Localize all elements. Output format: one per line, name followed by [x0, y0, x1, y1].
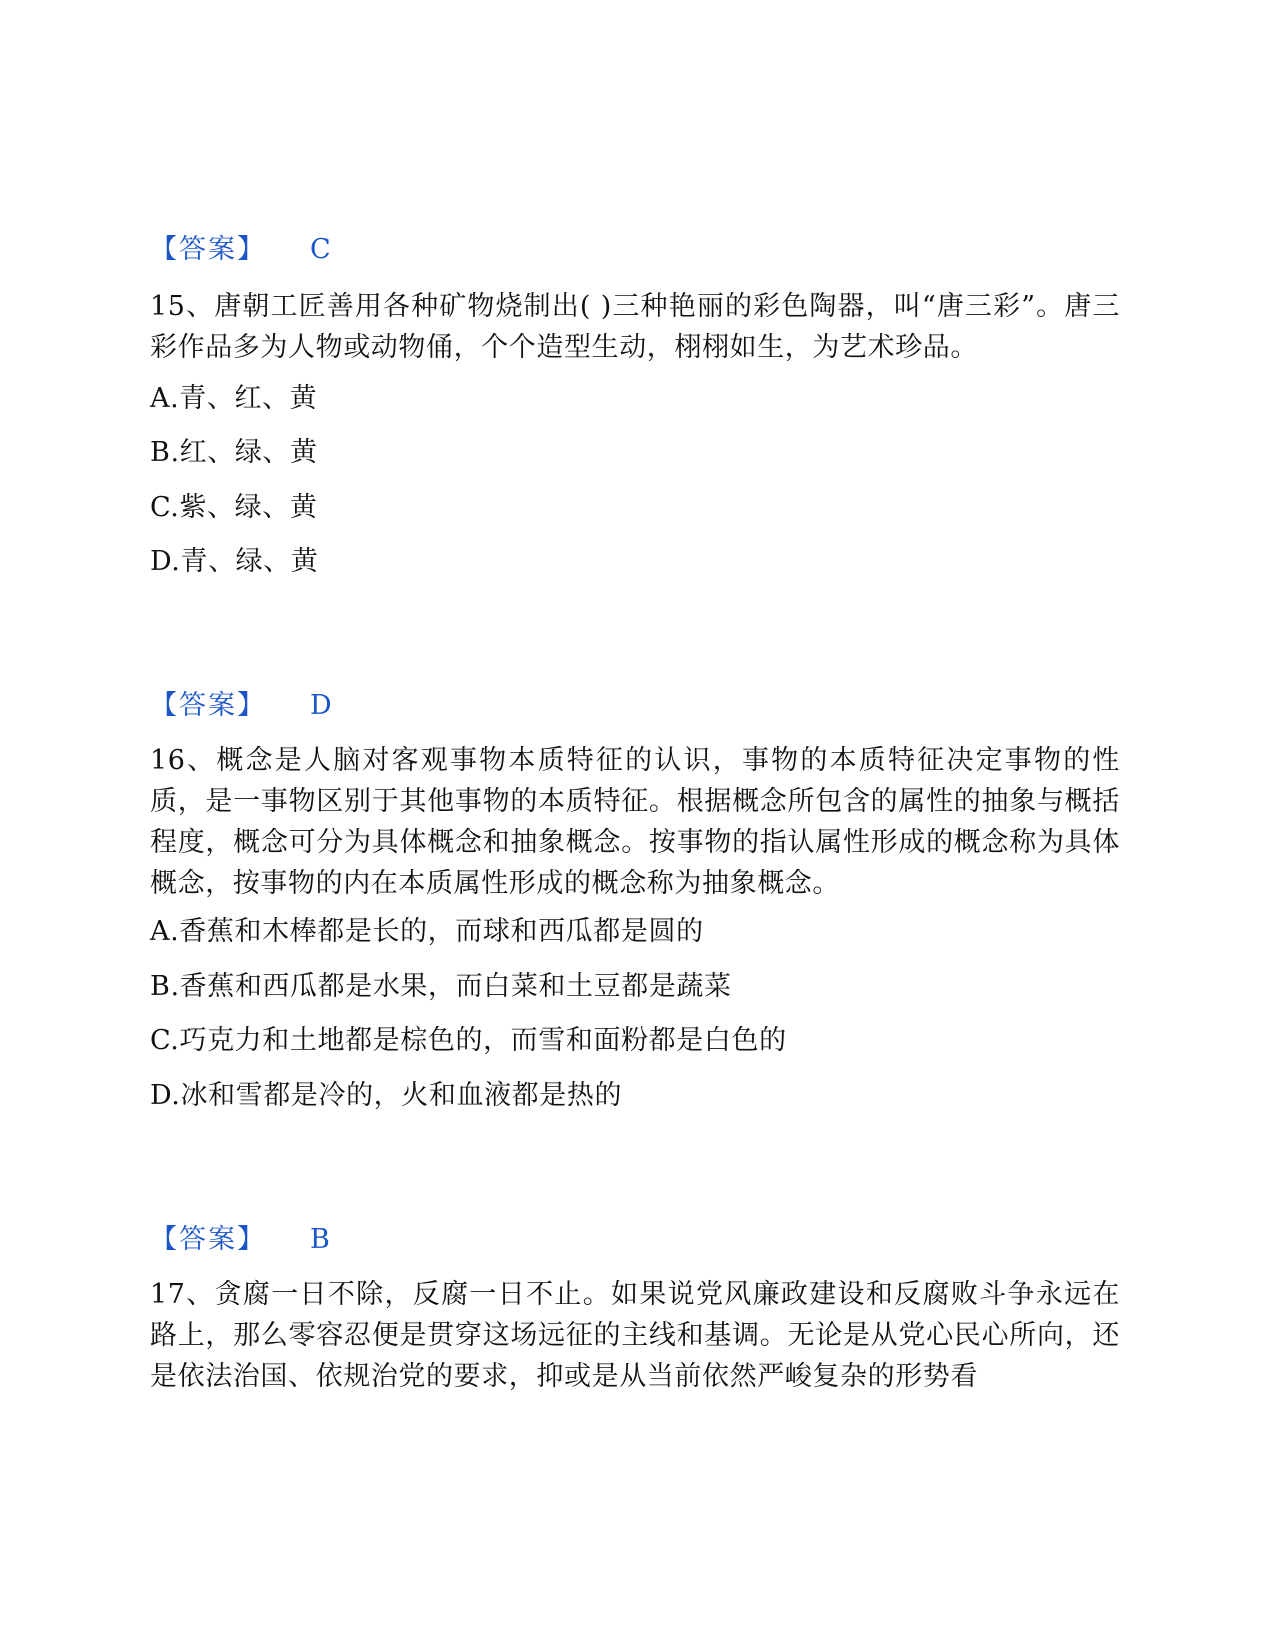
- option-d: D.青、绿、黄: [150, 546, 319, 577]
- answer-line: [150, 1223, 330, 1257]
- option-a: A.香蕉和木棒都是长的，而球和西瓜都是圆的: [150, 916, 704, 947]
- answer-value: C: [310, 234, 331, 265]
- option-c: C.巧克力和土地都是棕色的，而雪和面粉都是白色的: [150, 1025, 787, 1056]
- answer-line: [150, 689, 332, 723]
- question-text: 17、贪腐一日不除，反腐一日不止。如果说党风廉政建设和反腐败斗争永远在路上，那么零容忍便是贯穿这场远征的主线和基调。无论是从党心民心所向，还是依法治国、依规治党的要求，抑或是从当前依然严峻复杂的形势看: [150, 1279, 1120, 1392]
- answer-line: [150, 233, 331, 267]
- option-a: A.青、红、黄: [150, 383, 318, 414]
- question-text: 15、唐朝工匠善用各种矿物烧制出( )三种艳丽的彩色陶器，叫“唐三彩”。唐三彩作品多为人物或动物俑，个个造型生动，栩栩如生，为艺术珍品。: [150, 291, 1120, 363]
- question-text: 16、概念是人脑对客观事物本质特征的认识，事物的本质特征决定事物的性质，是一事物区别于其他事物的本质特征。根据概念所包含的属性的抽象与概括程度，概念可分为具体概念和抽象概念。按事物的指认属性形成的概念称为具体概念，按事物的内在本质属性形成的概念称为抽象概念。: [150, 745, 1120, 899]
- option-c: C.紫、绿、黄: [150, 492, 318, 523]
- option-b: B.红、绿、黄: [150, 437, 318, 468]
- option-d: D.冰和雪都是冷的，火和血液都是热的: [150, 1080, 623, 1111]
- answer-label: 【答案】: [150, 1224, 266, 1255]
- option-b: B.香蕉和西瓜都是水果，而白菜和土豆都是蔬菜: [150, 971, 732, 1002]
- answer-value: D: [310, 690, 332, 721]
- answer-label: 【答案】: [150, 234, 266, 265]
- answer-value: B: [310, 1224, 330, 1255]
- answer-label: 【答案】: [150, 690, 266, 721]
